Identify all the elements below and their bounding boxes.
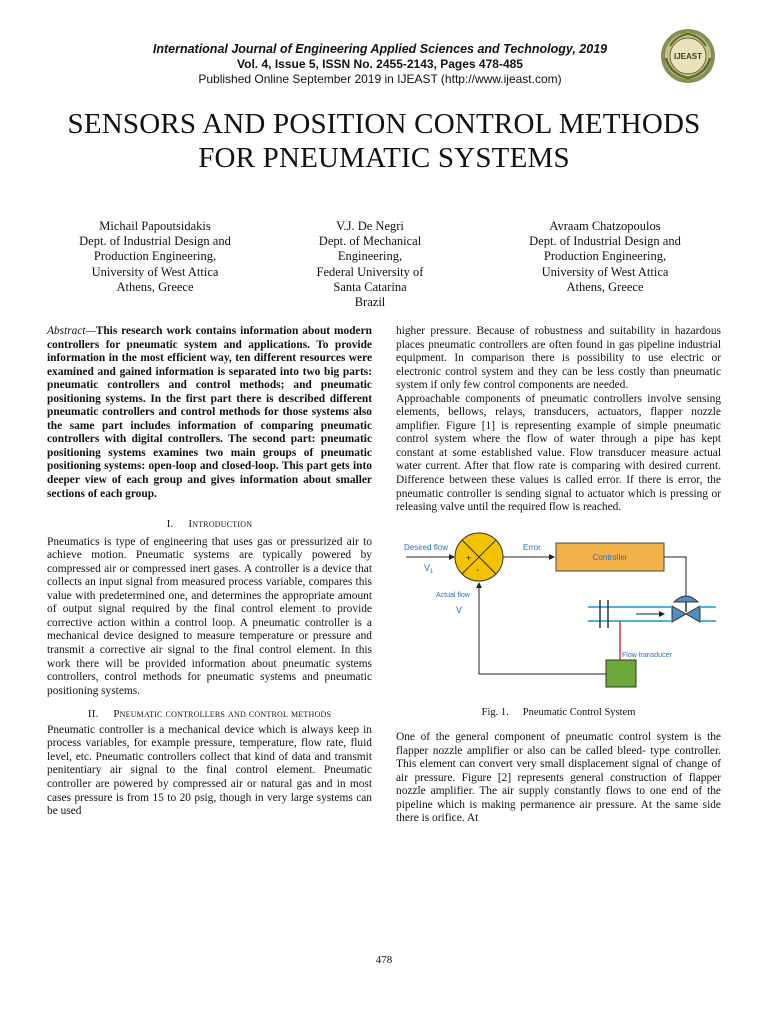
figure-number: Fig. 1. — [481, 706, 509, 718]
author-3 — [505, 219, 705, 295]
figure-caption-text: Pneumatic Control System — [522, 706, 636, 718]
author-2 — [290, 219, 450, 310]
author-affiliation: University of West Attica — [541, 264, 669, 279]
controllers-text: Pneumatic controller is a mechanical device which is always keep in process variables, for example pressure, temperature, flow rate, fluid level, etc. Pneumatic controllers collect that kind of data and transmit penitentiary air signal to the final control element. Pneumatic controller are powered by compressed air or natural gas and in most cases pressure is from 15 to 20 psig, though in very large systems can be used — [47, 723, 372, 818]
flow-transducer-box — [606, 660, 636, 687]
author-name: Avraam Chatzopoulos — [549, 219, 661, 233]
section-numeral: II. — [87, 708, 99, 721]
title-line-2: FOR PNEUMATIC SYSTEMS — [198, 142, 570, 174]
abstract-label: Abstract— — [47, 325, 96, 337]
paper-title — [30, 107, 738, 175]
journal-published: Published Online September 2019 in IJEAST (http://www.ijeast.com) — [198, 72, 562, 86]
journal-logo — [660, 28, 716, 84]
section-heading-controllers — [47, 708, 372, 722]
pneumatic-control-diagram — [396, 520, 721, 700]
author-location: Athens, Greece — [116, 279, 194, 294]
section-numeral: I. — [166, 518, 174, 531]
author-affiliation: Dept. of Industrial Design and — [529, 234, 681, 249]
left-column — [47, 325, 372, 819]
author-affiliation: Engineering, — [337, 249, 403, 264]
section-title: Pneumatic controllers and control methods — [113, 708, 332, 721]
page-number: 478 — [375, 954, 393, 966]
author-location: Brazil — [354, 295, 386, 310]
author-affiliation: Federal University of — [316, 264, 424, 279]
author-name: V.J. De Negri — [336, 219, 404, 233]
author-affiliation: University of West Attica — [91, 264, 219, 279]
label-actual-flow: Actual flow — [436, 591, 470, 599]
abstract — [47, 325, 372, 501]
author-affiliation: Production Engineering, — [93, 249, 217, 264]
label-desired-flow: Desired flow — [404, 542, 449, 552]
right-column — [396, 325, 721, 826]
journal-volume: Vol. 4, Issue 5, ISSN No. 2455-2143, Pages 478-485 — [237, 57, 523, 71]
label-controller: Controller — [592, 552, 628, 562]
author-location: Athens, Greece — [566, 279, 644, 294]
journal-header — [130, 42, 630, 87]
plus-sign: + — [466, 552, 472, 563]
paragraph-continued: higher pressure. Because of robustness and suitability in hazardous places pneumatic controllers are often found in gas pipeline industrial equipment. In comparison there is possibility to use electric or electronic control system and they can be less costly than pneumatic system if only few control components are needed. — [396, 325, 721, 392]
section-heading-introduction — [47, 518, 372, 532]
figure-1 — [396, 520, 721, 700]
title-line-1: SENSORS AND POSITION CONTROL METHODS — [67, 108, 701, 140]
controller-output-line — [664, 557, 686, 598]
label-flow-transducer: Flow transducer — [622, 651, 672, 659]
author-affiliation: Santa Catarina — [333, 279, 407, 294]
summing-junction — [455, 533, 503, 581]
valve-actuator — [672, 596, 700, 622]
abstract-text: This research work contains information about modern controllers for pneumatic system and applications. To provide information in the most efficient way, ten different resources were examined and gained information is separated into two big parts: pneumatic controllers and control methods; and pneumatic positioning systems. In the first part there is described different pneumatic controllers and control methods for those systems also the same part includes information of comparing pneumatic controllers with digital controllers. The second part: pneumatic positioning systems examines two main groups of pneumatic positioning systems: open-loop and closed-loop. This part gets into deeper view of each group and gives information about smaller sections of each group. — [47, 325, 372, 500]
author-block — [40, 219, 728, 319]
journal-name: International Journal of Engineering Applied Sciences and Technology, 2019 — [152, 42, 608, 56]
introduction-text: Pneumatics is type of engineering that uses gas or pressurized air to achieve motion. Pneumatic systems are typically powered by compressed air or compressed inert gases. A controller is a device that collects an input signal from measured process variable, compares this value with predetermined one, and determines the appropriate amount of output signal required by the final control element to provide corrective action within a control loop. A pneumatic controller is a mechanical device designed to measure temperature or pressure and transmit a corrective air signal to the final control element. In this work there will be provided information about pneumatic systems controllers, control methods for pneumatic systems and pneumatic positioning systems. — [47, 535, 372, 697]
paragraph-flapper-nozzle: One of the general component of pneumatic control system is the flapper nozzle amplifier or also can be called bleed- type controller. This element can convert very small displacement signal of change of air pressure. Figure [2] represents general construction of flapper nozzle amplifier. The air supply constantly flows to one end of the pipeline which is making permanence air pressure. At the same side there is orifice. At — [396, 731, 721, 825]
minus-sign: - — [476, 564, 480, 576]
author-affiliation: Dept. of Mechanical — [318, 234, 422, 249]
author-affiliation: Dept. of Industrial Design and — [79, 234, 231, 249]
feedback-line — [479, 583, 606, 674]
label-v: V — [456, 604, 463, 615]
author-affiliation: Production Engineering, — [543, 249, 667, 264]
label-error: Error — [523, 542, 541, 552]
author-name: Michail Papoutsidakis — [99, 219, 211, 233]
author-1 — [55, 219, 255, 295]
figure-1-caption — [396, 706, 721, 720]
section-title: Introduction — [188, 518, 253, 531]
logo-text: IJEAST — [673, 52, 703, 61]
label-v1: $V_1$ — [424, 562, 434, 575]
paragraph-components: Approachable components of pneumatic controllers involve sensing elements, bellows, relays, transducers, actuators, flapper nozzle amplifier. Figure [1] is representing example of simple pneumatic control system where the flow of water through a pipe has kept constant at some established value. Flow transducer measure actual water current. After that flow rate is comparing with desired current. Difference between these values is called error. If there is error, the pneumatic controller is sending signal to actuator which is pressing or releasing valve until the required flow is reached. — [396, 392, 721, 514]
